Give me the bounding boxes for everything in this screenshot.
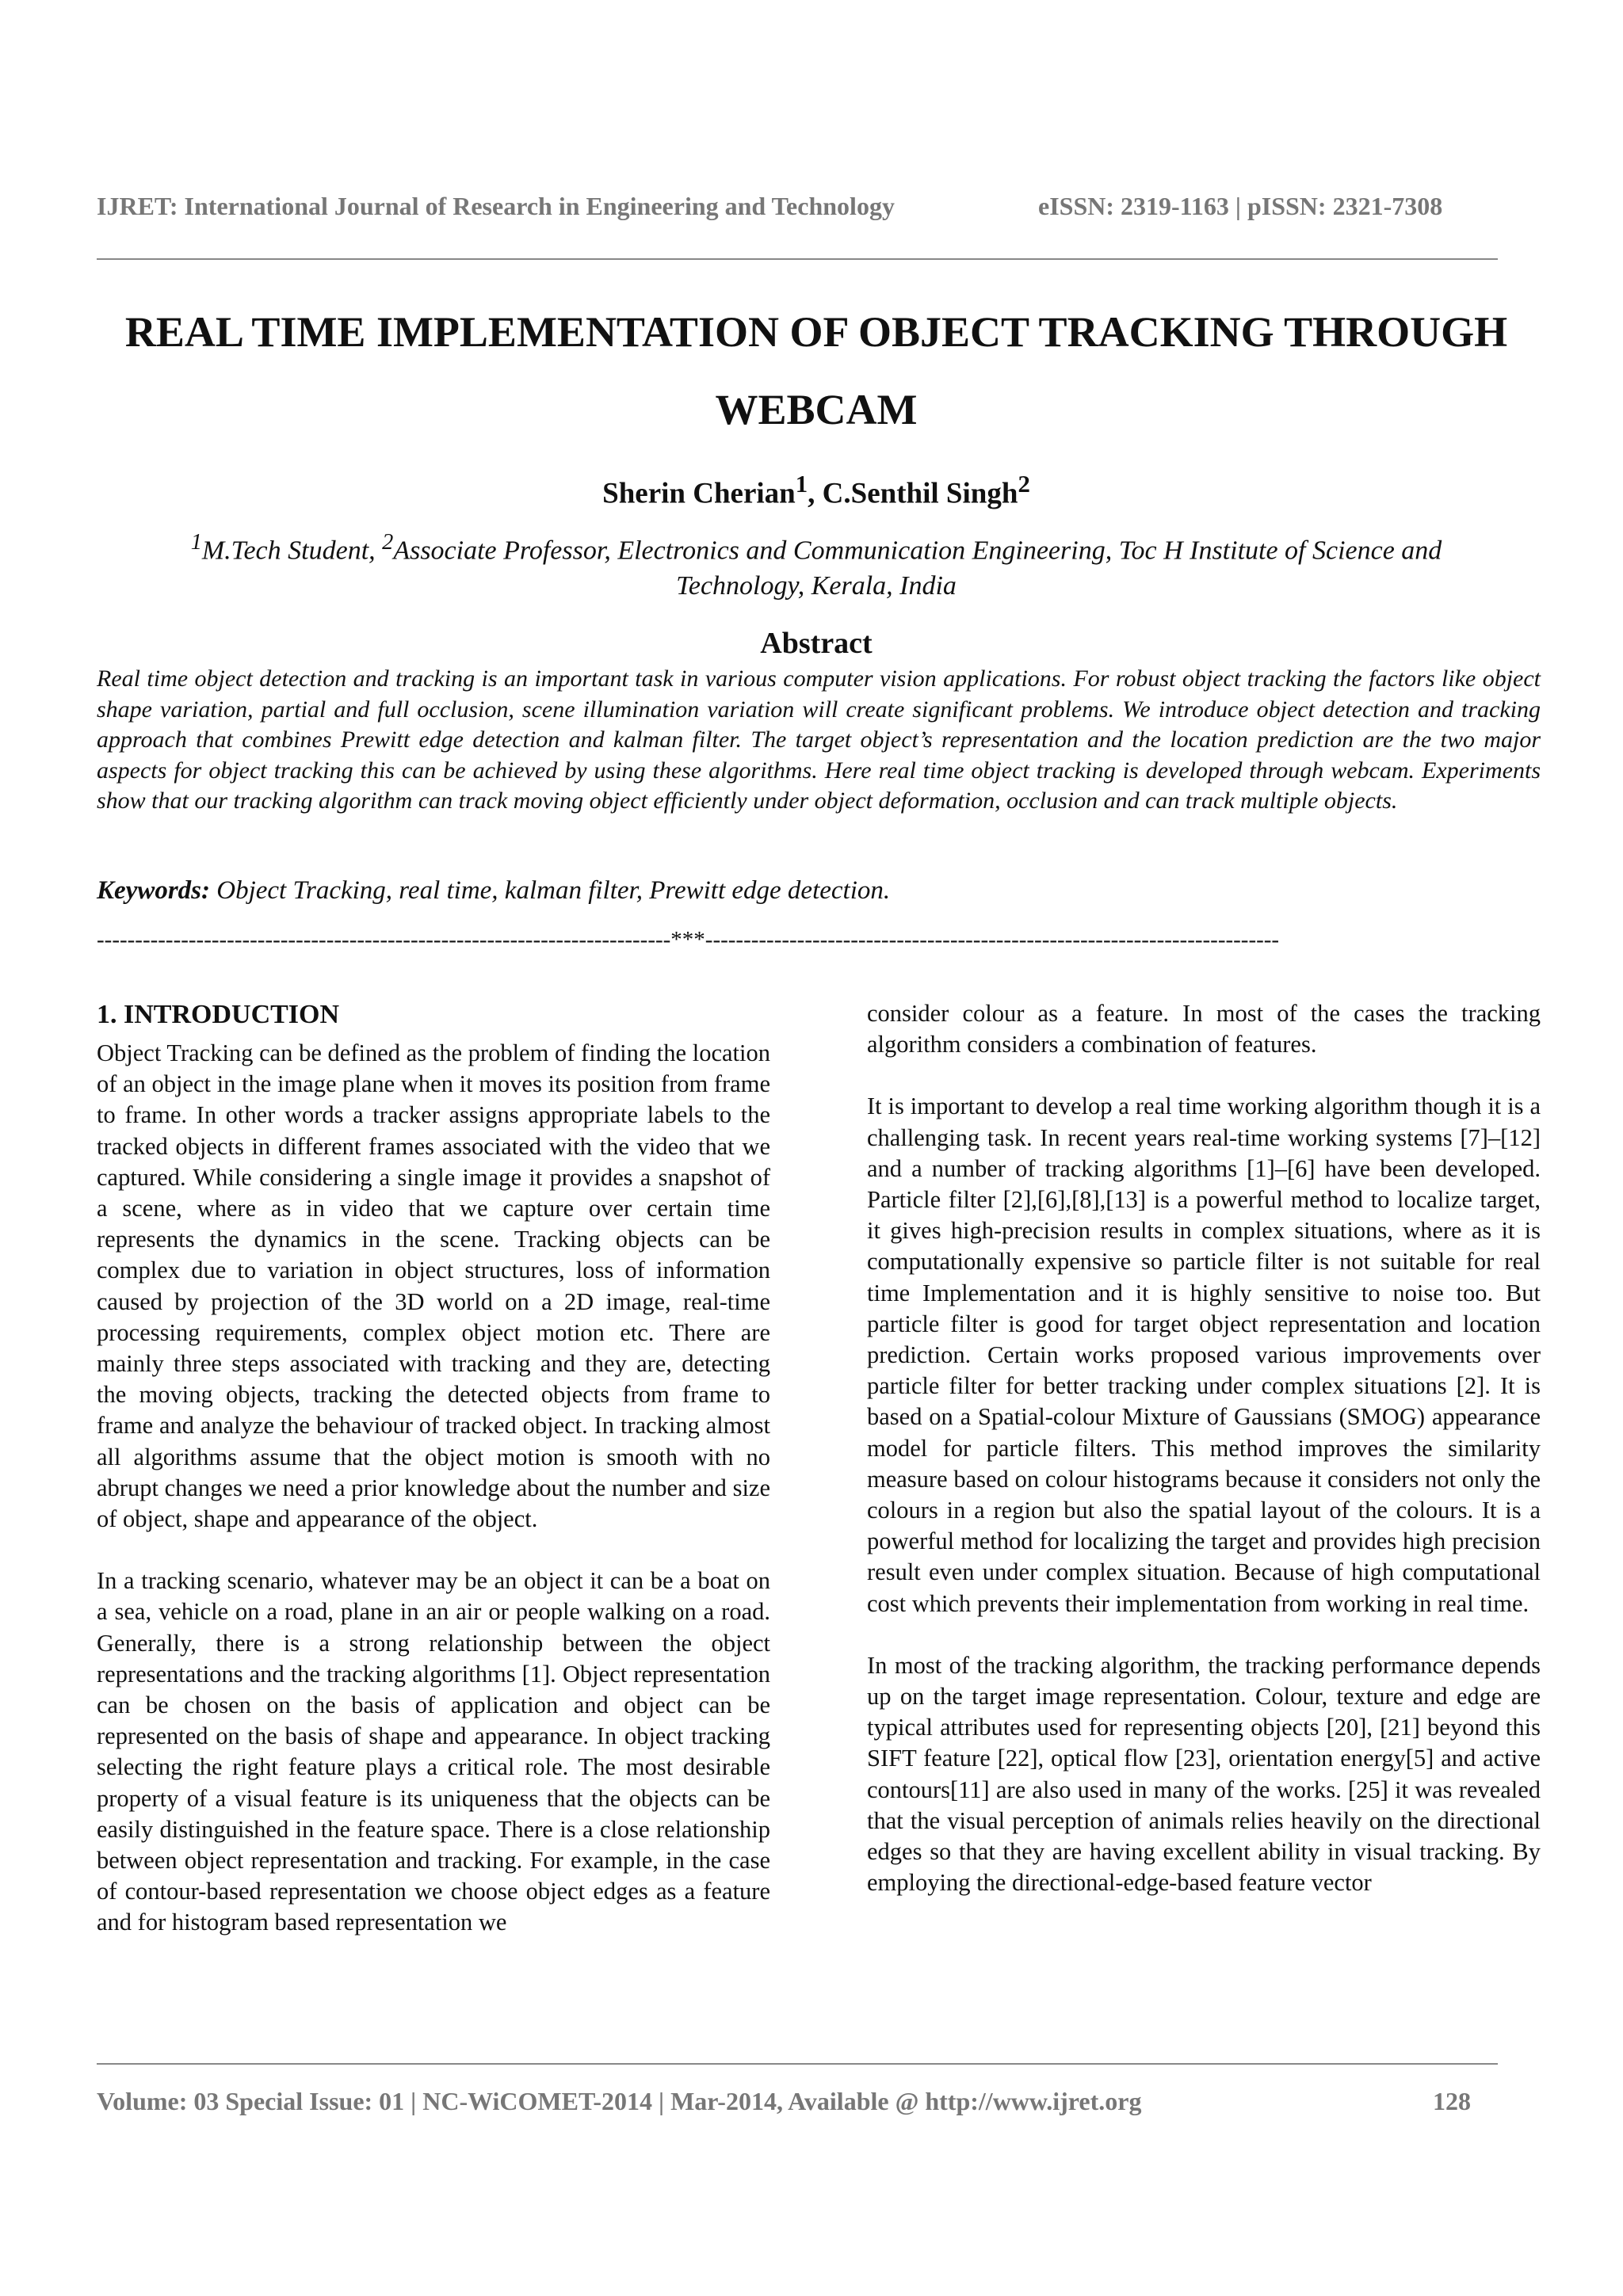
right-column (867, 998, 1541, 1929)
journal-header (97, 192, 1523, 231)
keywords-text: Object Tracking, real time, kalman filter, Prewitt edge detection. (210, 876, 891, 905)
affiliation-text: Associate Professor, Electronics and Communication Engineering, Toc H Institute of Science and Technology, Kerala, India (393, 536, 1442, 601)
footer-rule (97, 2063, 1498, 2065)
keywords (97, 876, 1523, 906)
abstract-text: Real time object detection and tracking is an important task in various computer vision applications. For robust object tracking the factors like object shape variation, partial and full occlusion, scene illumination variation will create significant problems. We introduce object detection and tracking approach that combines Prewitt edge detection and kalman filter. The target object’s representation and the location prediction are the two major aspects for object tracking this can be achieved by using these algorithms. Here real time object tracking is developed through webcam. Experiments show that our tracking algorithm can track moving object efficiently under object deformation, occlusion and can track multiple objects. (97, 666, 1541, 814)
paper-title: REAL TIME IMPLEMENTATION OF OBJECT TRACKING THROUGH WEBCAM (124, 308, 1508, 433)
paragraph: It is important to develop a real time working algorithm though it is a challenging task. In recent years real-time working systems [7]–[12] and a number of tracking algorithms [1]–[6] have been developed. Particle filter [2],[6],[8],[13] is a powerful method to localize target, it gives high-precision results in complex situations, where as it is computationally expensive so particle filter is not suitable for real time Implementation and it is highly sensitive to noise too. But particle filter is good for target object representation and location prediction. Certain works proposed various improvements over particle filter for better tracking under complex situations [2]. It is based on a Spatial-colour Mixture of Gaussians (SMOG) appearance model for particle filters. This method improves the similarity measure based on colour histograms because it considers not only the colours in a region but also the spatial layout of the colours. It is a powerful method for localizing the target and provides high precision result even under complex situation. Because of high computational cost which prevents their implementation from working in real time. (867, 1093, 1541, 1617)
paragraph: In a tracking scenario, whatever may be an object it can be a boat on a sea, vehicle on a road, plane in an air or people walking on a road. Generally, there is a strong relationship between the object representations and the tracking algorithms [1]. Object representation can be chosen on the basis of application and object can be represented on the basis of shape and appearance. In object tracking selecting the right feature plays a critical role. The most desirable property of a visual feature is its uniqueness that the objects can be easily distinguished in the feature space. There is a close relationship between object representation and tracking. For example, in the case of contour-based representation we choose object edges as a feature and for histogram based representation we (97, 1567, 770, 1936)
left-column (97, 998, 770, 1970)
section-separator: ---------------------------------------------------------------------------***--------------------------------------------------------------------------- (97, 927, 1280, 952)
paragraph: In most of the tracking algorithm, the tracking performance depends up on the target image representation. Colour, texture and edge are typical attributes used for representing objects [20], [21] beyond this SIFT feature [22], optical flow [23], orientation energy[5] and active contours[11] are also used in many of the works. [25] it was revealed that the visual perception of animals relies heavily on the directional edges so that they are having excellent ability in visual tracking. By employing the directional-edge-based feature vector (867, 1651, 1541, 1897)
paragraph: consider colour as a feature. In most of the cases the tracking algorithm considers a combination of features. (867, 1000, 1541, 1058)
affiliation-superscript: 1 (190, 530, 202, 555)
header-rule (97, 258, 1498, 260)
keywords-label: Keywords: (97, 876, 210, 905)
author-name: C.Senthil Singh (822, 477, 1018, 510)
affiliation (127, 524, 1506, 604)
footer-text: Volume: 03 Special Issue: 01 | NC-WiCOMET-2014 | Mar-2014, Available @ http://www.ijret.org (97, 2087, 1142, 2115)
page-number: 128 (1433, 2087, 1471, 2115)
affiliation-role: M.Tech Student, (201, 536, 383, 566)
author-name: Sherin Cherian (602, 477, 796, 510)
abstract-heading: Abstract (760, 627, 873, 660)
issn: eISSN: 2319-1163 | pISSN: 2321-7308 (1038, 192, 1443, 220)
footer (97, 2087, 1523, 2116)
paragraph: Object Tracking can be defined as the problem of finding the location of an object in the image plane when it moves its position from frame to frame. In other words a tracker assigns appropriate labels to the tracked objects in different frames associated with the video that we captured. While considering a single image it provides a snapshot of a scene, where as in video that we capture over certain time represents the dynamics in the scene. Tracking objects can be complex due to variation in object structures, loss of information caused by projection of the 3D world on a 2D image, real-time processing requirements, complex object motion etc. There are mainly three steps associated with tracking and they are, detecting the moving objects, tracking the detected objects from frame to frame and analyze the behaviour of tracked object. In tracking almost all algorithms assume that the object motion is smooth with no abrupt changes we need a prior knowledge about the number and size of object, shape and appearance of the object. (97, 1039, 770, 1533)
affiliation-superscript: 2 (382, 530, 394, 555)
author-superscript: 2 (1018, 471, 1030, 498)
authors (97, 471, 1536, 510)
section-heading: 1. INTRODUCTION (97, 1000, 340, 1029)
journal-name: IJRET: International Journal of Research in Engineering and Technology (97, 192, 895, 220)
author-separator: , (808, 477, 823, 510)
author-superscript: 1 (795, 471, 808, 498)
